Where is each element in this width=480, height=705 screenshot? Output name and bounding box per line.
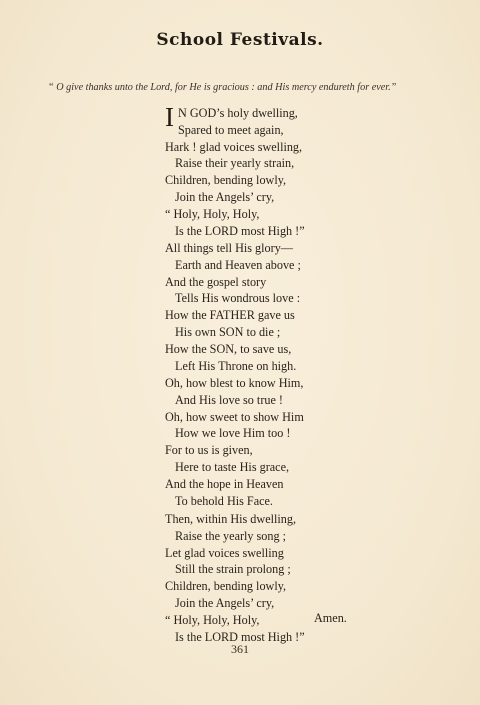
verse-line: N GOD’s holy dwelling,	[178, 106, 298, 120]
verse-line: How the SON, to save us,	[165, 341, 292, 356]
verse-line: Raise their yearly strain,	[175, 156, 295, 171]
verse-line: Is the LORD most High !”	[175, 629, 305, 644]
amen-text: Amen.	[314, 611, 347, 625]
stanza-1	[165, 102, 305, 239]
verse-line: Still the strain prolong ;	[175, 562, 291, 577]
page-title: School Festivals.	[156, 30, 324, 50]
verse-line: And the hope in Heaven	[165, 476, 284, 491]
verse-line: How the FATHER gave us	[165, 308, 295, 323]
verse-line: Then, within His dwelling,	[165, 512, 297, 526]
verse-line: Tells His wondrous love :	[175, 291, 301, 306]
verse-line: Join the Angels’ cry,	[175, 595, 275, 610]
verse-line: For to us is given,	[165, 443, 253, 458]
verse-line: Here to taste His grace,	[175, 459, 290, 474]
verse-line: Hark ! glad voices swelling,	[165, 139, 303, 154]
verse-line: His own SON to die ;	[175, 324, 281, 339]
verse-line: Join the Angels’ cry,	[175, 189, 275, 204]
verse-line: Oh, how sweet to show Him	[165, 409, 304, 424]
stanza-4	[165, 511, 305, 645]
epigraph: “ O give thanks unto the Lord, for He is gracious : and His mercy endureth for ever.”	[48, 82, 397, 93]
verse-line: And the gospel story	[165, 274, 267, 289]
verse-line: Spared to meet again,	[178, 122, 284, 137]
verse-line: Children, bending lowly,	[165, 579, 287, 594]
verse-line: Let glad voices swelling	[165, 545, 284, 560]
stanza-2	[165, 240, 301, 374]
verse-line: All things tell His glory—	[165, 241, 293, 255]
stanza-3	[165, 375, 304, 509]
verse-line: To behold His Face.	[175, 493, 273, 508]
verse-line: How we love Him too !	[175, 426, 291, 441]
page-number: 361	[231, 642, 249, 656]
drop-cap: I	[165, 102, 174, 132]
verse-line: “ Holy, Holy, Holy,	[165, 612, 260, 627]
verse-line: “ Holy, Holy, Holy,	[165, 206, 260, 221]
verse-line: And His love so true !	[175, 392, 283, 407]
verse-line: Oh, how blest to know Him,	[165, 376, 304, 390]
verse-line: Left His Throne on high.	[175, 358, 297, 373]
verse-line: Raise the yearly song ;	[175, 528, 287, 543]
verse-line: Is the LORD most High !”	[175, 223, 305, 238]
verse-line: Earth and Heaven above ;	[175, 257, 301, 272]
verse-line: Children, bending lowly,	[165, 173, 287, 188]
